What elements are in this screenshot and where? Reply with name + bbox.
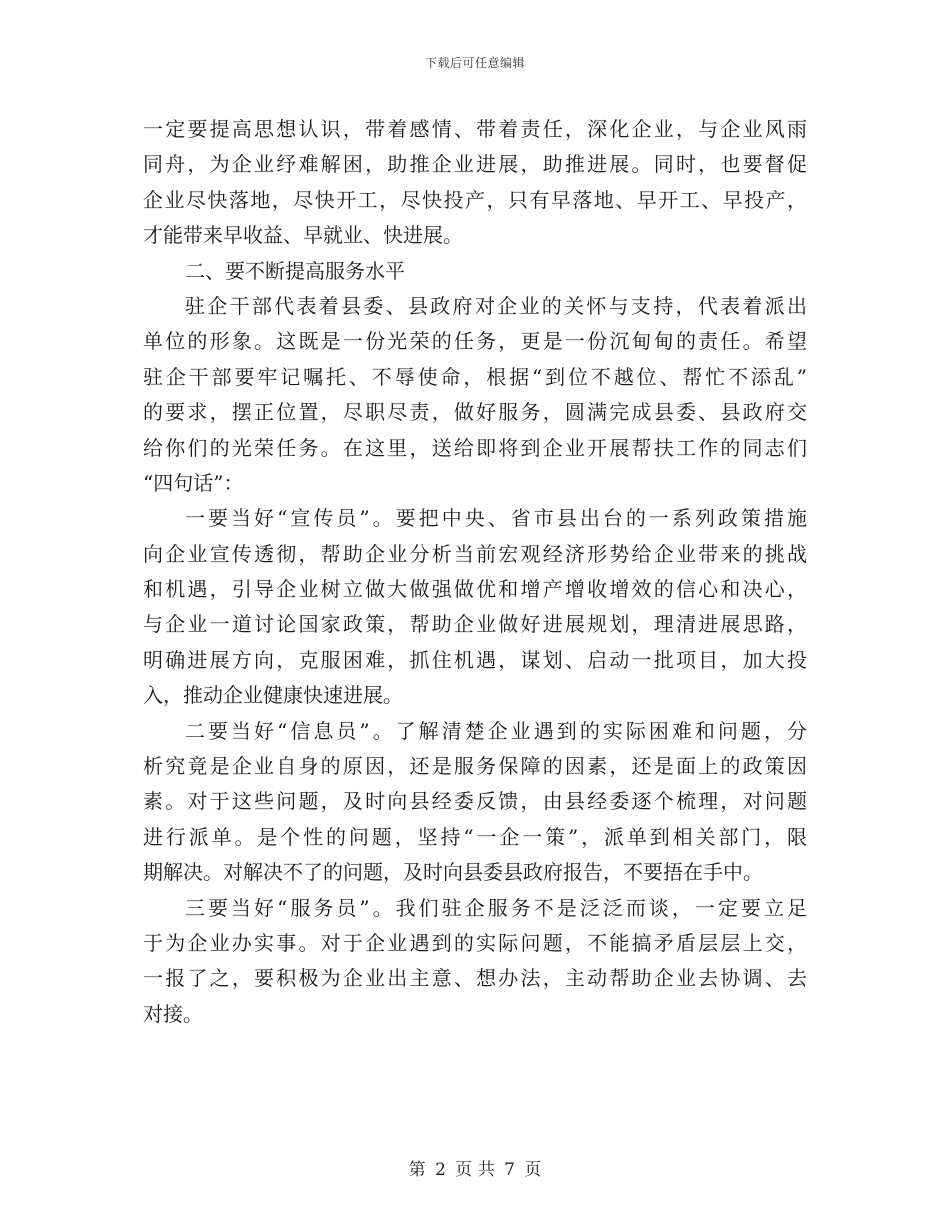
- body-line: 企业尽快落地，尽快开工，尽快投产，只有早落地、早开工、早投产，: [143, 187, 807, 212]
- body-line: 才能带来早收益、早就业、快进展。: [143, 223, 463, 248]
- body-line: 向企业宣传透彻，帮助企业分析当前宏观经济形势给企业带来的挑战: [143, 541, 807, 566]
- page-label-mid: 页 共: [455, 1160, 495, 1180]
- body-line: 三要当好“服务员”。我们驻企服务不是泛泛而谈，一定要立足: [185, 895, 807, 920]
- body-line: “四句话”：: [143, 470, 244, 495]
- body-line: 对接。: [143, 1001, 203, 1026]
- body-line: 进行派单。是个性的问题，坚持“一企一策”，派单到相关部门，限: [143, 824, 807, 849]
- page-header: 下载后可任意编辑: [424, 56, 525, 70]
- body-line: 的要求，摆正位置，尽职尽责，做好服务，圆满完成县委、县政府交: [143, 400, 807, 425]
- body-line: 析究竟是企业自身的原因，还是服务保障的因素，还是面上的政策因: [143, 754, 807, 779]
- body-line: 与企业一道讨论国家政策，帮助企业做好进展规划，理清进展思路，: [143, 612, 807, 637]
- body-line: 入，推动企业健康快速进展。: [143, 683, 403, 708]
- page-label-prefix: 第: [408, 1160, 426, 1180]
- body-line: 单位的形象。这既是一份光荣的任务，更是一份沉甸甸的责任。希望: [143, 329, 807, 354]
- body-line: 于为企业办实事。对于企业遇到的实际问题，不能搞矛盾层层上交，: [143, 930, 807, 955]
- page-number: 2: [435, 1160, 446, 1180]
- body-line: 二要当好“信息员”。了解清楚企业遇到的实际困难和问题，分: [185, 718, 807, 743]
- page-footer: [0, 1155, 950, 1180]
- total-pages: 7: [504, 1160, 515, 1180]
- page-label-suffix: 页: [524, 1160, 542, 1180]
- body-line: 同舟，为企业纾难解困，助推企业进展，助推进展。同时，也要督促: [143, 152, 807, 177]
- body-line: 驻企干部要牢记嘱托、不辱使命，根据“到位不越位、帮忙不添乱”: [143, 364, 807, 389]
- body-line: 给你们的光荣任务。在这里，送给即将到企业开展帮扶工作的同志们: [143, 435, 807, 460]
- body-line: 一定要提高思想认识，带着感情、带着责任，深化企业，与企业风雨: [143, 117, 807, 141]
- document-body: [143, 112, 807, 1032]
- body-line: 明确进展方向，克服困难，抓住机遇，谋划、启动一批项目，加大投: [143, 647, 807, 672]
- body-line: 期解决。对解决不了的问题，及时向县委县政府报告，不要捂在手中。: [143, 860, 763, 885]
- body-line: 素。对于这些问题，及时向县经委反馈，由县经委逐个梳理，对问题: [143, 789, 807, 814]
- body-line: 一报了之，要积极为企业出主意、想办法，主动帮助企业去协调、去: [143, 966, 807, 991]
- section-heading: 二、要不断提高服务水平: [185, 258, 405, 283]
- body-line: 和机遇，引导企业树立做大做强做优和增产增收增效的信心和决心，: [143, 577, 807, 602]
- body-line: 一要当好“宣传员”。要把中央、省市县出台的一系列政策措施: [185, 506, 807, 531]
- body-line: 驻企干部代表着县委、县政府对企业的关怀与支持，代表着派出: [185, 293, 807, 318]
